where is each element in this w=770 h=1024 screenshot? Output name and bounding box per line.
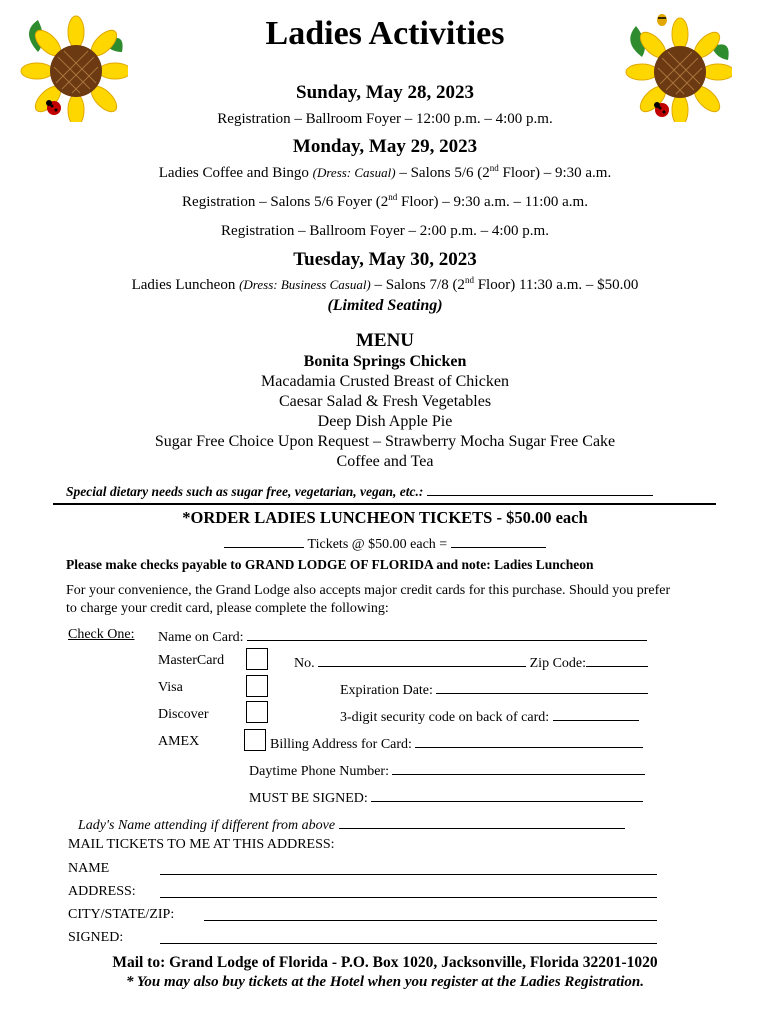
- card-type-visa-label: Visa: [158, 680, 183, 695]
- limited-seating-note: (Limited Seating): [327, 297, 443, 314]
- mail-name-field[interactable]: [160, 874, 657, 875]
- hotel-purchase-note: * You may also buy tickets at the Hotel when you register at the Ladies Registration.: [125, 974, 645, 990]
- day-heading-sunday: Sunday, May 28, 2023: [296, 82, 474, 103]
- billing-address-field[interactable]: [415, 734, 643, 748]
- mail-to-address: Mail to: Grand Lodge of Florida - P.O. Box 1020, Jacksonville, Florida 32201-1020: [112, 954, 658, 971]
- menu-item: Deep Dish Apple Pie: [317, 413, 453, 430]
- credit-card-note-line1: For your convenience, the Grand Lodge also accepts major credit cards for this purchase. Should you prefer: [66, 583, 671, 598]
- card-number-row: No. Zip Code:: [294, 653, 648, 672]
- lady-name-field[interactable]: [339, 815, 625, 829]
- discover-checkbox[interactable]: [246, 701, 268, 723]
- event-monday-registration-salons: Registration – Salons 5/6 Foyer (2nd Floor) – 9:30 a.m. – 11:00 a.m.: [182, 192, 588, 210]
- order-heading: *ORDER LADIES LUNCHEON TICKETS - $50.00 each: [182, 508, 588, 527]
- card-number-field[interactable]: [318, 653, 526, 667]
- mail-address-label: ADDRESS:: [68, 884, 136, 899]
- expiration-date-field[interactable]: [436, 680, 648, 694]
- card-type-discover-label: Discover: [158, 707, 209, 722]
- must-be-signed-row: MUST BE SIGNED:: [249, 788, 643, 807]
- name-on-card-row: Name on Card:: [158, 627, 647, 646]
- page-title: Ladies Activities: [265, 15, 505, 52]
- menu-item: Macadamia Crusted Breast of Chicken: [261, 373, 509, 390]
- phone-row: Daytime Phone Number:: [249, 761, 645, 780]
- dietary-needs-label: Special dietary needs such as sugar free, vegetarian, vegan, etc.:: [66, 482, 653, 500]
- name-on-card-field[interactable]: [247, 627, 647, 641]
- menu-main-dish: Bonita Springs Chicken: [303, 353, 467, 370]
- mail-signed-label: SIGNED:: [68, 930, 124, 945]
- dietary-needs-field[interactable]: [427, 482, 653, 496]
- phone-field[interactable]: [392, 761, 645, 775]
- event-tuesday-luncheon: Ladies Luncheon (Dress: Business Casual) – Salons 7/8 (2nd Floor) 11:30 a.m. – $50.00: [131, 275, 639, 293]
- security-code-field[interactable]: [553, 707, 639, 721]
- tickets-quantity-field[interactable]: [224, 534, 304, 548]
- lady-name-row: Lady's Name attending if different from above: [78, 815, 625, 834]
- mail-name-label: NAME: [68, 861, 110, 876]
- mail-city-state-zip-label: CITY/STATE/ZIP:: [68, 907, 175, 922]
- day-heading-tuesday: Tuesday, May 30, 2023: [293, 249, 477, 270]
- day-heading-monday: Monday, May 29, 2023: [292, 136, 478, 157]
- billing-address-row: Billing Address for Card:: [270, 734, 643, 753]
- amex-checkbox[interactable]: [244, 729, 266, 751]
- checks-payable-note: Please make checks payable to GRAND LODGE OF FLORIDA and note: Ladies Luncheon: [66, 557, 594, 572]
- tickets-quantity-row: Tickets @ $50.00 each =: [0, 534, 770, 553]
- visa-checkbox[interactable]: [246, 675, 268, 697]
- tickets-total-field[interactable]: [451, 534, 546, 548]
- check-one-label: Check One:: [68, 627, 135, 642]
- mail-address-field[interactable]: [160, 897, 657, 898]
- mastercard-checkbox[interactable]: [246, 648, 268, 670]
- section-divider: [53, 503, 716, 505]
- event-monday-coffee-bingo: Ladies Coffee and Bingo (Dress: Casual) – Salons 5/6 (2nd Floor) – 9:30 a.m.: [158, 163, 612, 181]
- menu-heading: MENU: [355, 330, 415, 351]
- menu-item: Coffee and Tea: [336, 453, 434, 470]
- event-monday-registration-ballroom: Registration – Ballroom Foyer – 2:00 p.m. – 4:00 p.m.: [221, 223, 549, 239]
- mail-signed-field[interactable]: [160, 943, 657, 944]
- mail-tickets-heading: MAIL TICKETS TO ME AT THIS ADDRESS:: [68, 837, 335, 852]
- menu-item: Caesar Salad & Fresh Vegetables: [278, 393, 492, 410]
- credit-card-note-line2: to charge your credit card, please complete the following:: [66, 601, 389, 616]
- card-type-amex-label: AMEX: [158, 734, 200, 749]
- menu-item: Sugar Free Choice Upon Request – Strawberry Mocha Sugar Free Cake: [154, 433, 616, 450]
- expiration-row: Expiration Date:: [340, 680, 648, 699]
- card-type-mastercard-label: MasterCard: [158, 653, 225, 668]
- security-code-row: 3-digit security code on back of card:: [340, 707, 639, 726]
- signature-field[interactable]: [371, 788, 643, 802]
- event-sunday-registration: Registration – Ballroom Foyer – 12:00 p.m. – 4:00 p.m.: [217, 111, 553, 127]
- zip-code-field[interactable]: [586, 653, 648, 667]
- mail-city-state-zip-field[interactable]: [204, 920, 657, 921]
